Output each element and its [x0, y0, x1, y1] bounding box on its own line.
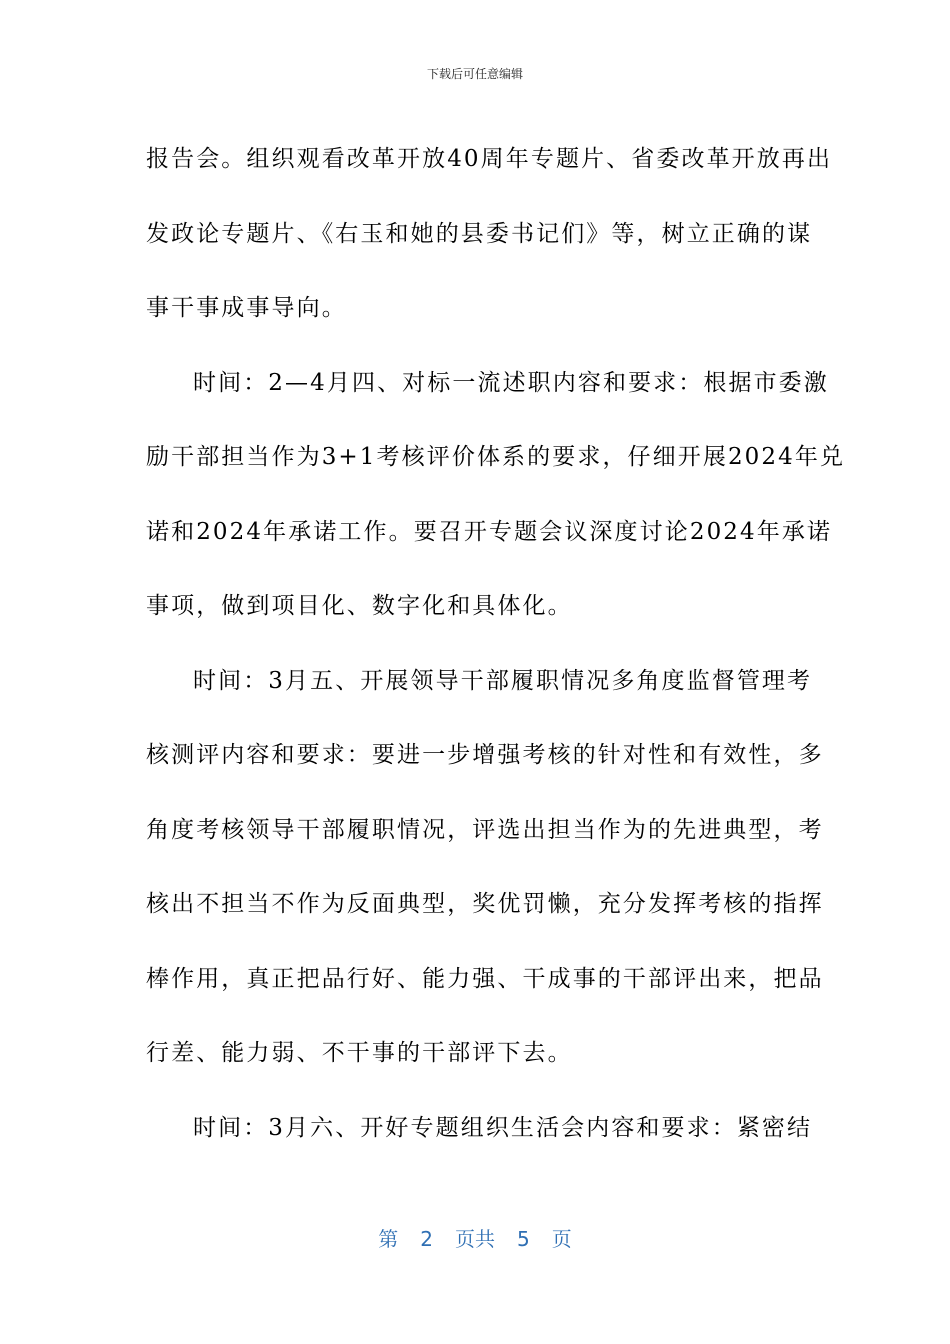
paragraph-4 [146, 1091, 813, 1166]
paragraph-1 [146, 122, 833, 346]
total-page-count: 5 [517, 1227, 530, 1251]
text-line: 核测评内容和要求：要进一步增强考核的针对性和有效性，多 [146, 742, 824, 768]
text-line: 诺和2024年承诺工作。要召开专题会议深度讨论2024年承诺 [146, 518, 833, 545]
text-line: 核出不担当不作为反面典型，奖优罚懒，充分发挥考核的指挥 [146, 891, 824, 917]
text-line: 发政论专题片、《右玉和她的县委书记们》等，树立正确的谋 [146, 220, 813, 247]
text-line: 报告会。组织观看改革开放40周年专题片、省委改革开放再出 [146, 146, 833, 172]
page-number-footer [0, 1226, 950, 1252]
text-line: 棒作用，真正把品行好、能力强、干成事的干部评出来，把品 [146, 965, 824, 992]
footer-suffix: 页 [551, 1227, 572, 1251]
page-header: 下载后可任意编辑 [426, 67, 523, 81]
paragraph-2 [146, 346, 846, 644]
footer-prefix: 第 [378, 1227, 399, 1251]
text-line: 行差、能力弱、不干事的干部评下去。 [146, 1040, 573, 1066]
paragraph-3 [146, 644, 824, 1091]
text-line: 励干部担当作为3+1考核评价体系的要求，仔细开展2024年兑 [146, 444, 846, 470]
text-line: 角度考核领导干部履职情况，评选出担当作为的先进典型，考 [146, 816, 824, 843]
footer-middle: 页共 [455, 1227, 495, 1251]
text-line: 事项，做到项目化、数字化和具体化。 [146, 593, 573, 619]
text-line: 事干事成事导向。 [146, 295, 347, 321]
document-body [146, 122, 846, 1165]
text-line: 时间：2—4月四、对标一流述职内容和要求：根据市委激 [193, 369, 829, 396]
current-page-number: 2 [420, 1227, 433, 1251]
text-line: 时间：3月六、开好专题组织生活会内容和要求：紧密结 [193, 1114, 813, 1141]
text-line: 时间：3月五、开展领导干部履职情况多角度监督管理考 [193, 667, 813, 694]
